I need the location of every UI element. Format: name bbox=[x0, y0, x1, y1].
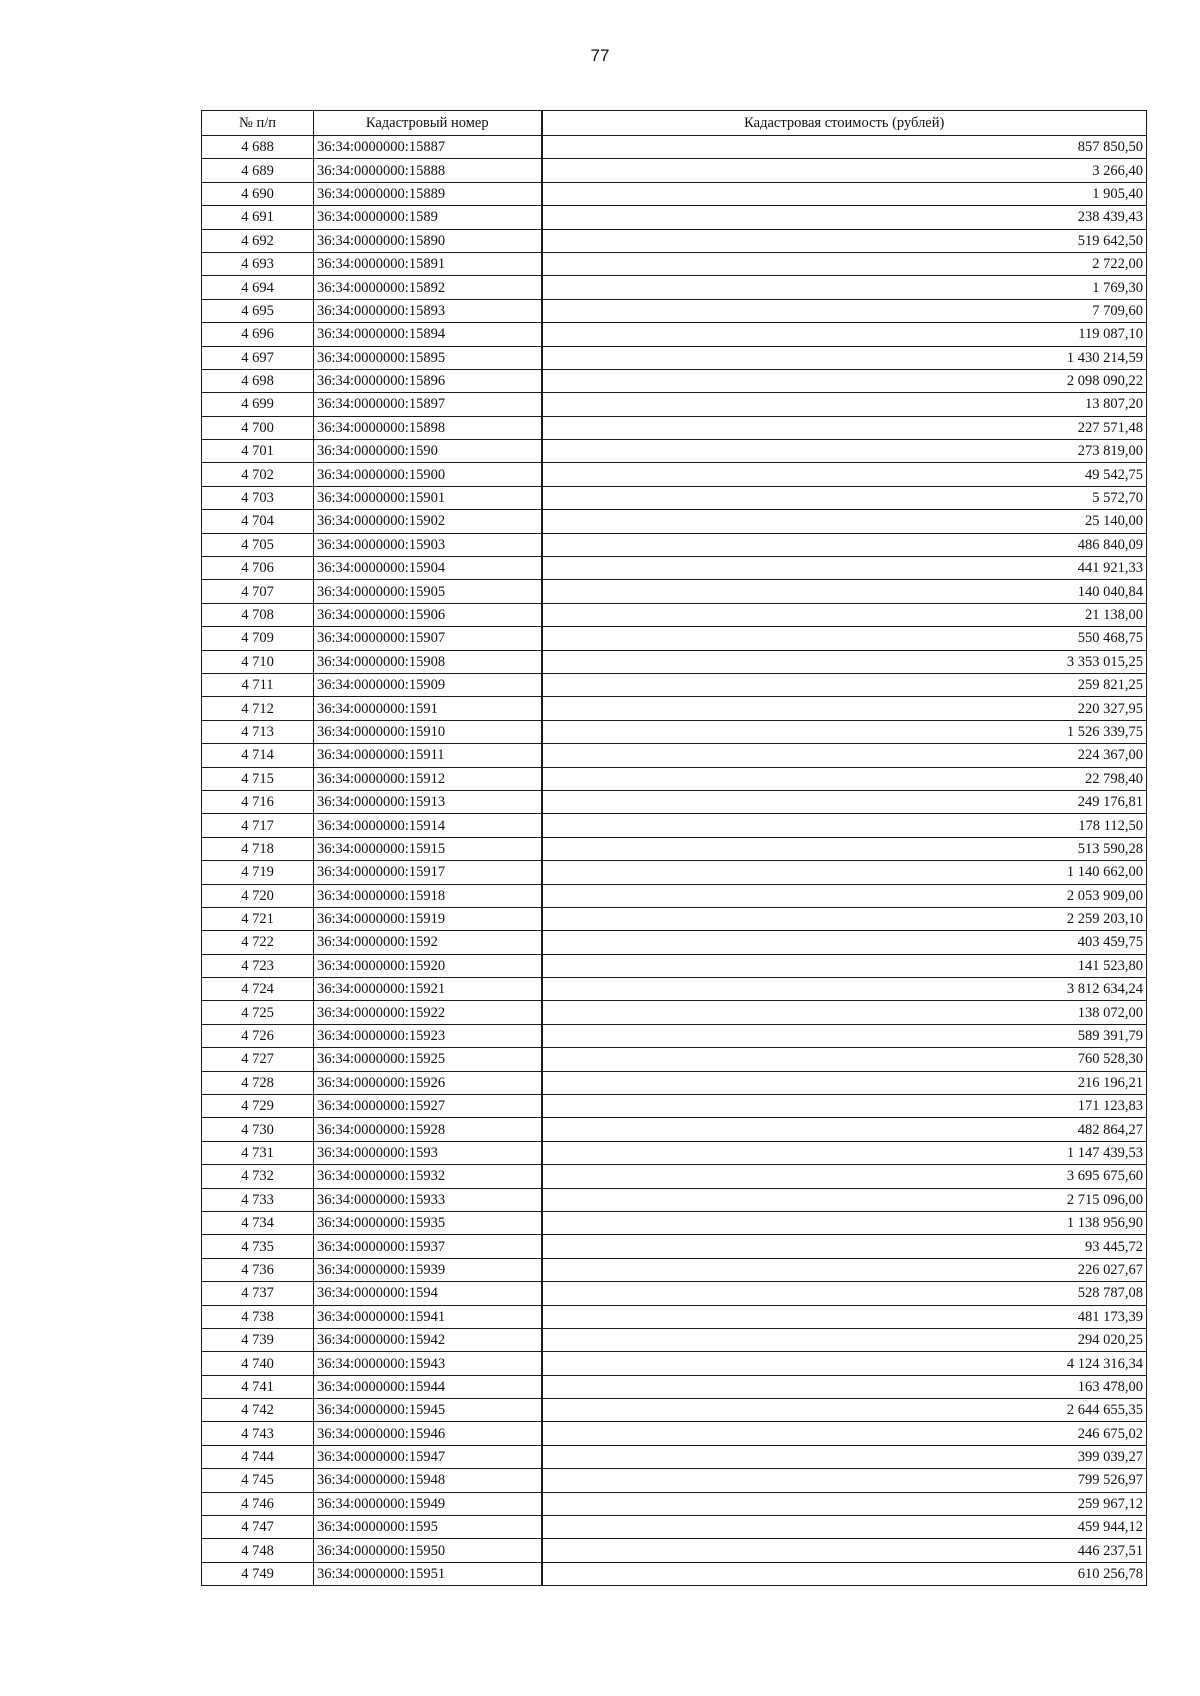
row-number-cell: 4 688 bbox=[202, 136, 314, 159]
cadastral-number-cell: 36:34:0000000:1593 bbox=[314, 1141, 542, 1164]
table-row bbox=[202, 1282, 1147, 1305]
row-number-cell: 4 745 bbox=[202, 1469, 314, 1492]
table-header-row bbox=[202, 111, 1147, 136]
table-row bbox=[202, 1375, 1147, 1398]
row-number-cell: 4 715 bbox=[202, 767, 314, 790]
row-number-cell: 4 692 bbox=[202, 229, 314, 252]
cadastral-value-cell: 2 644 655,35 bbox=[542, 1399, 1147, 1422]
row-number-cell: 4 727 bbox=[202, 1048, 314, 1071]
row-number-cell: 4 712 bbox=[202, 697, 314, 720]
row-number-cell: 4 696 bbox=[202, 323, 314, 346]
row-number-cell: 4 691 bbox=[202, 206, 314, 229]
row-number-cell: 4 729 bbox=[202, 1095, 314, 1118]
cadastral-number-cell: 36:34:0000000:15909 bbox=[314, 673, 542, 696]
cadastral-value-cell: 2 259 203,10 bbox=[542, 907, 1147, 930]
cadastral-value-cell: 403 459,75 bbox=[542, 931, 1147, 954]
row-number-cell: 4 694 bbox=[202, 276, 314, 299]
table-row bbox=[202, 1469, 1147, 1492]
cadastral-number-cell: 36:34:0000000:15949 bbox=[314, 1492, 542, 1515]
row-number-cell: 4 749 bbox=[202, 1562, 314, 1585]
row-number-cell: 4 741 bbox=[202, 1375, 314, 1398]
row-number-cell: 4 719 bbox=[202, 861, 314, 884]
table-row bbox=[202, 978, 1147, 1001]
cadastral-value-cell: 857 850,50 bbox=[542, 136, 1147, 159]
table-row bbox=[202, 837, 1147, 860]
row-number-cell: 4 710 bbox=[202, 650, 314, 673]
cadastral-value-cell: 446 237,51 bbox=[542, 1539, 1147, 1562]
table-row bbox=[202, 486, 1147, 509]
table-row bbox=[202, 369, 1147, 392]
row-number-cell: 4 714 bbox=[202, 744, 314, 767]
cadastral-number-cell: 36:34:0000000:15910 bbox=[314, 720, 542, 743]
page-number: 77 bbox=[590, 46, 610, 65]
cadastral-value-cell: 550 468,75 bbox=[542, 627, 1147, 650]
cadastral-number-cell: 36:34:0000000:15908 bbox=[314, 650, 542, 673]
table-row bbox=[202, 557, 1147, 580]
cadastral-number-cell: 36:34:0000000:15903 bbox=[314, 533, 542, 556]
cadastral-value-cell: 21 138,00 bbox=[542, 603, 1147, 626]
cadastral-number-cell: 36:34:0000000:15904 bbox=[314, 557, 542, 580]
cadastral-number-cell: 36:34:0000000:15950 bbox=[314, 1539, 542, 1562]
cadastral-value-cell: 1 769,30 bbox=[542, 276, 1147, 299]
cadastral-number-cell: 36:34:0000000:15912 bbox=[314, 767, 542, 790]
table-row bbox=[202, 1539, 1147, 1562]
table-row bbox=[202, 136, 1147, 159]
cadastral-number-cell: 36:34:0000000:15897 bbox=[314, 393, 542, 416]
cadastral-value-cell: 22 798,40 bbox=[542, 767, 1147, 790]
cadastral-number-cell: 36:34:0000000:15951 bbox=[314, 1562, 542, 1585]
table-row bbox=[202, 580, 1147, 603]
cadastral-value-cell: 7 709,60 bbox=[542, 299, 1147, 322]
cadastral-value-cell: 5 572,70 bbox=[542, 486, 1147, 509]
cadastral-value-cell: 459 944,12 bbox=[542, 1516, 1147, 1539]
cadastral-value-cell: 610 256,78 bbox=[542, 1562, 1147, 1585]
cadastral-value-cell: 140 040,84 bbox=[542, 580, 1147, 603]
cadastral-value-cell: 3 695 675,60 bbox=[542, 1165, 1147, 1188]
table-row bbox=[202, 954, 1147, 977]
table-row bbox=[202, 1445, 1147, 1468]
table-row bbox=[202, 1165, 1147, 1188]
cadastral-number-cell: 36:34:0000000:15948 bbox=[314, 1469, 542, 1492]
row-number-cell: 4 740 bbox=[202, 1352, 314, 1375]
table-row bbox=[202, 627, 1147, 650]
table-row bbox=[202, 1235, 1147, 1258]
row-number-cell: 4 702 bbox=[202, 463, 314, 486]
row-number-cell: 4 701 bbox=[202, 440, 314, 463]
cadastral-value-cell: 259 821,25 bbox=[542, 673, 1147, 696]
cadastral-value-cell: 13 807,20 bbox=[542, 393, 1147, 416]
row-number-cell: 4 743 bbox=[202, 1422, 314, 1445]
cadastral-value-table bbox=[201, 110, 1147, 1586]
cadastral-value-cell: 799 526,97 bbox=[542, 1469, 1147, 1492]
row-number-cell: 4 704 bbox=[202, 510, 314, 533]
cadastral-value-cell: 3 266,40 bbox=[542, 159, 1147, 182]
cadastral-value-cell: 141 523,80 bbox=[542, 954, 1147, 977]
table-row bbox=[202, 1258, 1147, 1281]
table-row bbox=[202, 463, 1147, 486]
cadastral-value-cell: 513 590,28 bbox=[542, 837, 1147, 860]
cadastral-value-cell: 119 087,10 bbox=[542, 323, 1147, 346]
table-row bbox=[202, 1562, 1147, 1585]
cadastral-number-cell: 36:34:0000000:15917 bbox=[314, 861, 542, 884]
cadastral-value-cell: 246 675,02 bbox=[542, 1422, 1147, 1445]
cadastral-number-cell: 36:34:0000000:15943 bbox=[314, 1352, 542, 1375]
cadastral-value-cell: 294 020,25 bbox=[542, 1328, 1147, 1351]
cadastral-value-cell: 25 140,00 bbox=[542, 510, 1147, 533]
cadastral-value-cell: 216 196,21 bbox=[542, 1071, 1147, 1094]
row-number-cell: 4 707 bbox=[202, 580, 314, 603]
cadastral-value-cell: 2 722,00 bbox=[542, 252, 1147, 275]
cadastral-number-cell: 36:34:0000000:15944 bbox=[314, 1375, 542, 1398]
cadastral-number-cell: 36:34:0000000:1592 bbox=[314, 931, 542, 954]
table-row bbox=[202, 931, 1147, 954]
cadastral-value-cell: 760 528,30 bbox=[542, 1048, 1147, 1071]
cadastral-number-cell: 36:34:0000000:15927 bbox=[314, 1095, 542, 1118]
cadastral-value-cell: 482 864,27 bbox=[542, 1118, 1147, 1141]
row-number-cell: 4 724 bbox=[202, 978, 314, 1001]
row-number-cell: 4 699 bbox=[202, 393, 314, 416]
row-number-cell: 4 718 bbox=[202, 837, 314, 860]
row-number-cell: 4 742 bbox=[202, 1399, 314, 1422]
cadastral-value-cell: 224 367,00 bbox=[542, 744, 1147, 767]
cadastral-value-cell: 93 445,72 bbox=[542, 1235, 1147, 1258]
row-number-cell: 4 705 bbox=[202, 533, 314, 556]
cadastral-value-cell: 1 140 662,00 bbox=[542, 861, 1147, 884]
cadastral-number-cell: 36:34:0000000:15947 bbox=[314, 1445, 542, 1468]
table-row bbox=[202, 907, 1147, 930]
cadastral-number-cell: 36:34:0000000:15935 bbox=[314, 1211, 542, 1234]
cadastral-number-cell: 36:34:0000000:15911 bbox=[314, 744, 542, 767]
cadastral-value-cell: 2 715 096,00 bbox=[542, 1188, 1147, 1211]
table-row bbox=[202, 299, 1147, 322]
row-number-cell: 4 738 bbox=[202, 1305, 314, 1328]
table-row bbox=[202, 1305, 1147, 1328]
table-row bbox=[202, 720, 1147, 743]
cadastral-number-cell: 36:34:0000000:15937 bbox=[314, 1235, 542, 1258]
row-number-cell: 4 734 bbox=[202, 1211, 314, 1234]
cadastral-value-cell: 1 526 339,75 bbox=[542, 720, 1147, 743]
row-number-cell: 4 731 bbox=[202, 1141, 314, 1164]
cadastral-number-cell: 36:34:0000000:15900 bbox=[314, 463, 542, 486]
cadastral-value-cell: 441 921,33 bbox=[542, 557, 1147, 580]
cadastral-number-cell: 36:34:0000000:1594 bbox=[314, 1282, 542, 1305]
table-row bbox=[202, 1118, 1147, 1141]
cadastral-value-cell: 2 098 090,22 bbox=[542, 369, 1147, 392]
cadastral-number-cell: 36:34:0000000:15918 bbox=[314, 884, 542, 907]
cadastral-value-cell: 2 053 909,00 bbox=[542, 884, 1147, 907]
row-number-cell: 4 693 bbox=[202, 252, 314, 275]
table-row bbox=[202, 861, 1147, 884]
table-row bbox=[202, 393, 1147, 416]
table-row bbox=[202, 673, 1147, 696]
cadastral-value-cell: 3 812 634,24 bbox=[542, 978, 1147, 1001]
cadastral-value-cell: 481 173,39 bbox=[542, 1305, 1147, 1328]
table-body bbox=[202, 136, 1147, 1586]
cadastral-number-cell: 36:34:0000000:15919 bbox=[314, 907, 542, 930]
row-number-cell: 4 720 bbox=[202, 884, 314, 907]
cadastral-value-cell: 226 027,67 bbox=[542, 1258, 1147, 1281]
row-number-cell: 4 697 bbox=[202, 346, 314, 369]
row-number-cell: 4 700 bbox=[202, 416, 314, 439]
table-row bbox=[202, 323, 1147, 346]
table-row bbox=[202, 1211, 1147, 1234]
row-number-cell: 4 721 bbox=[202, 907, 314, 930]
cadastral-number-cell: 36:34:0000000:15894 bbox=[314, 323, 542, 346]
row-number-cell: 4 716 bbox=[202, 790, 314, 813]
table-row bbox=[202, 229, 1147, 252]
cadastral-number-cell: 36:34:0000000:15941 bbox=[314, 1305, 542, 1328]
row-number-cell: 4 713 bbox=[202, 720, 314, 743]
cadastral-number-cell: 36:34:0000000:15888 bbox=[314, 159, 542, 182]
table-row bbox=[202, 603, 1147, 626]
cadastral-number-cell: 36:34:0000000:15898 bbox=[314, 416, 542, 439]
cadastral-value-cell: 163 478,00 bbox=[542, 1375, 1147, 1398]
row-number-cell: 4 733 bbox=[202, 1188, 314, 1211]
column-header-cadastral-value: Кадастровая стоимость (рублей) bbox=[542, 111, 1147, 136]
table-row bbox=[202, 1024, 1147, 1047]
cadastral-number-cell: 36:34:0000000:15906 bbox=[314, 603, 542, 626]
cadastral-value-cell: 178 112,50 bbox=[542, 814, 1147, 837]
cadastral-value-cell: 249 176,81 bbox=[542, 790, 1147, 813]
row-number-cell: 4 728 bbox=[202, 1071, 314, 1094]
table-row bbox=[202, 346, 1147, 369]
cadastral-number-cell: 36:34:0000000:15895 bbox=[314, 346, 542, 369]
table-row bbox=[202, 440, 1147, 463]
cadastral-number-cell: 36:34:0000000:15923 bbox=[314, 1024, 542, 1047]
row-number-cell: 4 706 bbox=[202, 557, 314, 580]
cadastral-value-cell: 220 327,95 bbox=[542, 697, 1147, 720]
table-row bbox=[202, 159, 1147, 182]
table-row bbox=[202, 790, 1147, 813]
cadastral-number-cell: 36:34:0000000:15946 bbox=[314, 1422, 542, 1445]
table-row bbox=[202, 697, 1147, 720]
column-header-cadastral-number: Кадастровый номер bbox=[314, 111, 542, 136]
row-number-cell: 4 732 bbox=[202, 1165, 314, 1188]
cadastral-number-cell: 36:34:0000000:15939 bbox=[314, 1258, 542, 1281]
row-number-cell: 4 698 bbox=[202, 369, 314, 392]
cadastral-value-cell: 227 571,48 bbox=[542, 416, 1147, 439]
cadastral-value-cell: 589 391,79 bbox=[542, 1024, 1147, 1047]
row-number-cell: 4 709 bbox=[202, 627, 314, 650]
cadastral-number-cell: 36:34:0000000:15925 bbox=[314, 1048, 542, 1071]
cadastral-number-cell: 36:34:0000000:15922 bbox=[314, 1001, 542, 1024]
cadastral-number-cell: 36:34:0000000:15896 bbox=[314, 369, 542, 392]
cadastral-number-cell: 36:34:0000000:15942 bbox=[314, 1328, 542, 1351]
row-number-cell: 4 739 bbox=[202, 1328, 314, 1351]
table-row bbox=[202, 1352, 1147, 1375]
column-header-row-number: № п/п bbox=[202, 111, 314, 136]
table-row bbox=[202, 1516, 1147, 1539]
cadastral-number-cell: 36:34:0000000:1590 bbox=[314, 440, 542, 463]
cadastral-value-cell: 238 439,43 bbox=[542, 206, 1147, 229]
row-number-cell: 4 717 bbox=[202, 814, 314, 837]
table-row bbox=[202, 650, 1147, 673]
cadastral-number-cell: 36:34:0000000:1591 bbox=[314, 697, 542, 720]
table-row bbox=[202, 182, 1147, 205]
cadastral-number-cell: 36:34:0000000:15915 bbox=[314, 837, 542, 860]
table-row bbox=[202, 206, 1147, 229]
cadastral-number-cell: 36:34:0000000:15907 bbox=[314, 627, 542, 650]
cadastral-number-cell: 36:34:0000000:15892 bbox=[314, 276, 542, 299]
table-row bbox=[202, 1188, 1147, 1211]
row-number-cell: 4 708 bbox=[202, 603, 314, 626]
cadastral-value-cell: 528 787,08 bbox=[542, 1282, 1147, 1305]
table-row bbox=[202, 510, 1147, 533]
cadastral-number-cell: 36:34:0000000:15893 bbox=[314, 299, 542, 322]
cadastral-number-cell: 36:34:0000000:15887 bbox=[314, 136, 542, 159]
row-number-cell: 4 737 bbox=[202, 1282, 314, 1305]
cadastral-number-cell: 36:34:0000000:15905 bbox=[314, 580, 542, 603]
row-number-cell: 4 695 bbox=[202, 299, 314, 322]
row-number-cell: 4 723 bbox=[202, 954, 314, 977]
cadastral-value-cell: 1 138 956,90 bbox=[542, 1211, 1147, 1234]
row-number-cell: 4 725 bbox=[202, 1001, 314, 1024]
table-row bbox=[202, 767, 1147, 790]
row-number-cell: 4 711 bbox=[202, 673, 314, 696]
cadastral-number-cell: 36:34:0000000:15945 bbox=[314, 1399, 542, 1422]
row-number-cell: 4 735 bbox=[202, 1235, 314, 1258]
cadastral-value-cell: 4 124 316,34 bbox=[542, 1352, 1147, 1375]
row-number-cell: 4 690 bbox=[202, 182, 314, 205]
table-row bbox=[202, 1492, 1147, 1515]
table-row bbox=[202, 1141, 1147, 1164]
cadastral-value-cell: 171 123,83 bbox=[542, 1095, 1147, 1118]
cadastral-number-cell: 36:34:0000000:15921 bbox=[314, 978, 542, 1001]
cadastral-number-cell: 36:34:0000000:15933 bbox=[314, 1188, 542, 1211]
cadastral-value-cell: 273 819,00 bbox=[542, 440, 1147, 463]
table-row bbox=[202, 884, 1147, 907]
cadastral-value-cell: 1 905,40 bbox=[542, 182, 1147, 205]
cadastral-number-cell: 36:34:0000000:15891 bbox=[314, 252, 542, 275]
table-row bbox=[202, 814, 1147, 837]
cadastral-value-cell: 259 967,12 bbox=[542, 1492, 1147, 1515]
cadastral-number-cell: 36:34:0000000:15932 bbox=[314, 1165, 542, 1188]
cadastral-value-cell: 486 840,09 bbox=[542, 533, 1147, 556]
cadastral-number-cell: 36:34:0000000:15902 bbox=[314, 510, 542, 533]
table-row bbox=[202, 1095, 1147, 1118]
cadastral-number-cell: 36:34:0000000:15901 bbox=[314, 486, 542, 509]
table-row bbox=[202, 276, 1147, 299]
cadastral-number-cell: 36:34:0000000:15914 bbox=[314, 814, 542, 837]
cadastral-number-cell: 36:34:0000000:15913 bbox=[314, 790, 542, 813]
row-number-cell: 4 746 bbox=[202, 1492, 314, 1515]
table-row bbox=[202, 1001, 1147, 1024]
table-row bbox=[202, 1399, 1147, 1422]
table-row bbox=[202, 1071, 1147, 1094]
table-row bbox=[202, 252, 1147, 275]
table-row bbox=[202, 533, 1147, 556]
cadastral-value-cell: 399 039,27 bbox=[542, 1445, 1147, 1468]
cadastral-number-cell: 36:34:0000000:1589 bbox=[314, 206, 542, 229]
cadastral-number-cell: 36:34:0000000:15890 bbox=[314, 229, 542, 252]
row-number-cell: 4 703 bbox=[202, 486, 314, 509]
row-number-cell: 4 726 bbox=[202, 1024, 314, 1047]
cadastral-number-cell: 36:34:0000000:15926 bbox=[314, 1071, 542, 1094]
cadastral-value-cell: 3 353 015,25 bbox=[542, 650, 1147, 673]
table-row bbox=[202, 1328, 1147, 1351]
row-number-cell: 4 722 bbox=[202, 931, 314, 954]
cadastral-value-cell: 519 642,50 bbox=[542, 229, 1147, 252]
cadastral-value-cell: 138 072,00 bbox=[542, 1001, 1147, 1024]
cadastral-value-cell: 49 542,75 bbox=[542, 463, 1147, 486]
cadastral-number-cell: 36:34:0000000:15889 bbox=[314, 182, 542, 205]
table-row bbox=[202, 1048, 1147, 1071]
table-row bbox=[202, 416, 1147, 439]
row-number-cell: 4 747 bbox=[202, 1516, 314, 1539]
cadastral-number-cell: 36:34:0000000:15928 bbox=[314, 1118, 542, 1141]
table-row bbox=[202, 744, 1147, 767]
row-number-cell: 4 748 bbox=[202, 1539, 314, 1562]
row-number-cell: 4 689 bbox=[202, 159, 314, 182]
row-number-cell: 4 730 bbox=[202, 1118, 314, 1141]
cadastral-number-cell: 36:34:0000000:15920 bbox=[314, 954, 542, 977]
table-row bbox=[202, 1422, 1147, 1445]
row-number-cell: 4 736 bbox=[202, 1258, 314, 1281]
cadastral-value-cell: 1 147 439,53 bbox=[542, 1141, 1147, 1164]
row-number-cell: 4 744 bbox=[202, 1445, 314, 1468]
cadastral-number-cell: 36:34:0000000:1595 bbox=[314, 1516, 542, 1539]
cadastral-value-cell: 1 430 214,59 bbox=[542, 346, 1147, 369]
